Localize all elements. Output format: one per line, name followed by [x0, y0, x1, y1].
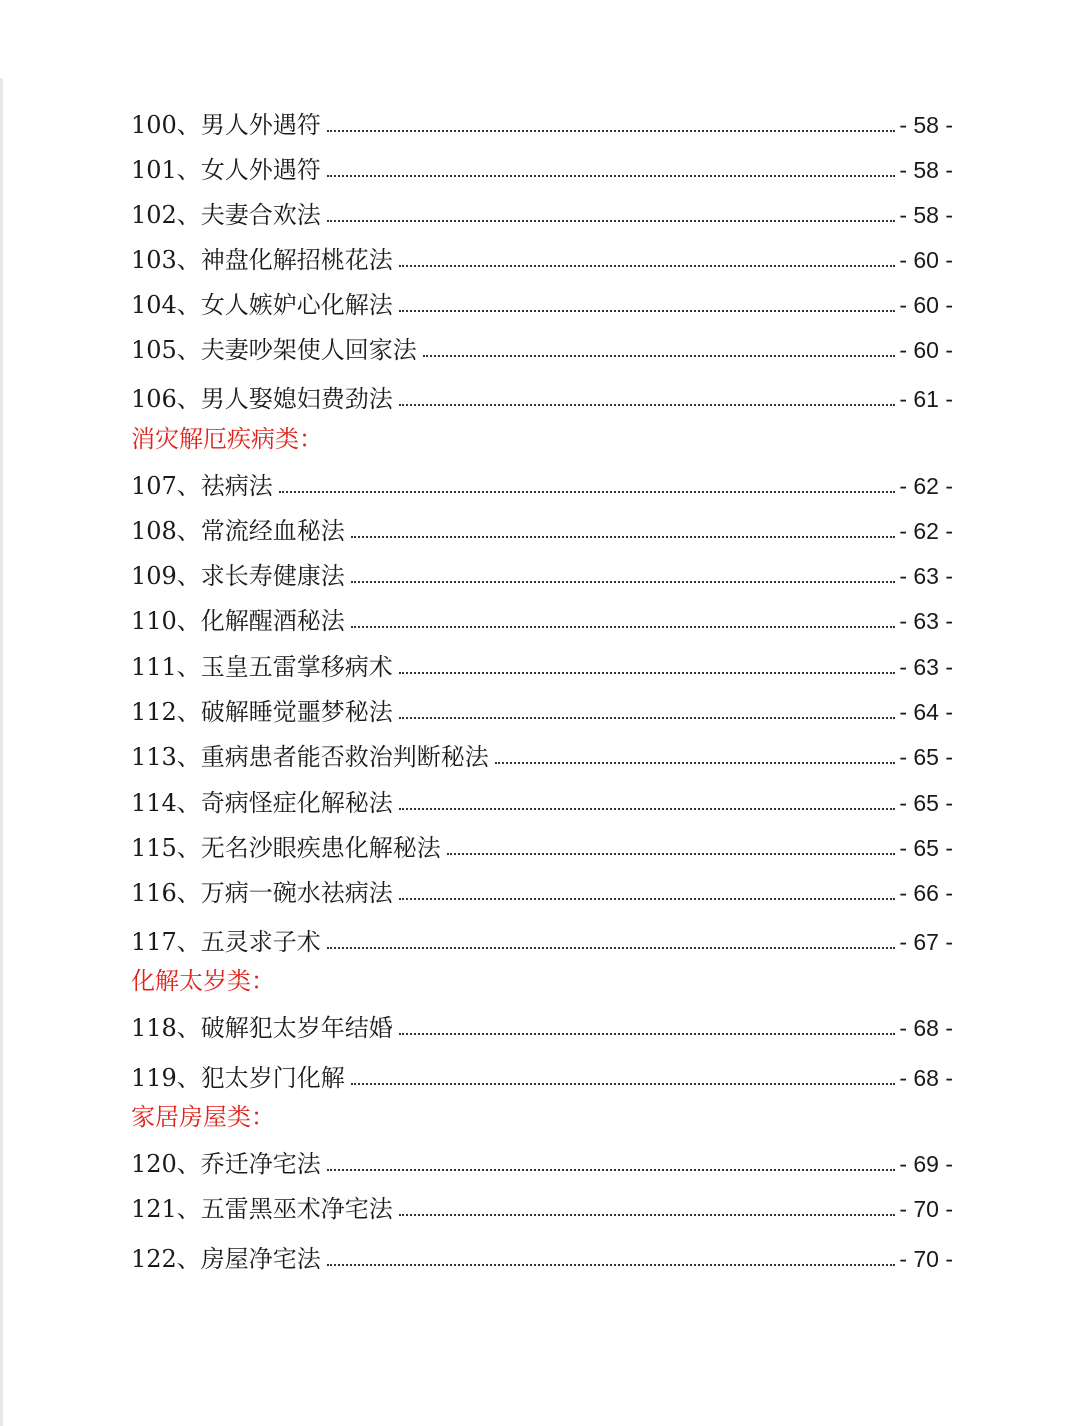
- toc-entry[interactable]: [131, 596, 953, 636]
- dot-leader: [327, 1169, 896, 1171]
- section-heading: 消灾解厄疾病类：: [131, 425, 323, 453]
- toc-entry-page: - 68 -: [899, 1065, 953, 1091]
- toc-entry-title: 119、犯太岁门化解: [131, 1064, 345, 1092]
- toc-entry-title: 107、祛病法: [131, 472, 273, 500]
- toc-entry-page: - 70 -: [899, 1196, 953, 1222]
- toc-entry[interactable]: [131, 917, 953, 957]
- page-edge-divider: [0, 78, 3, 1426]
- toc-entry[interactable]: [131, 551, 953, 591]
- toc-entry-page: - 62 -: [899, 473, 953, 499]
- dot-leader: [399, 404, 896, 406]
- dot-leader: [351, 536, 896, 538]
- toc-entry[interactable]: [131, 325, 953, 365]
- dot-leader: [327, 1264, 896, 1266]
- toc-entry-title: 117、五灵求子术: [131, 928, 321, 956]
- toc-entry-title: 115、无名沙眼疾患化解秘法: [131, 834, 441, 862]
- toc-entry-title: 105、夫妻吵架使人回家法: [131, 336, 417, 364]
- toc-entry-title: 108、常流经血秘法: [131, 517, 345, 545]
- toc-entry[interactable]: [131, 642, 953, 682]
- toc-entry[interactable]: [131, 506, 953, 546]
- toc-entry-title: 122、房屋净宅法: [131, 1245, 321, 1273]
- toc-entry-title: 113、重病患者能否救治判断秘法: [131, 743, 489, 771]
- toc-entry-page: - 60 -: [899, 337, 953, 363]
- toc-entry[interactable]: [131, 1234, 953, 1274]
- dot-leader: [399, 672, 896, 674]
- toc-entry-title: 116、万病一碗水祛病法: [131, 879, 393, 907]
- toc-entry-page: - 65 -: [899, 835, 953, 861]
- toc-entry-title: 103、神盘化解招桃花法: [131, 246, 393, 274]
- section-heading: 化解太岁类：: [131, 967, 275, 995]
- toc-entry-title: 101、女人外遇符: [131, 156, 321, 184]
- toc-entry[interactable]: [131, 235, 953, 275]
- dot-leader: [351, 581, 896, 583]
- dot-leader: [351, 626, 896, 628]
- toc-entry-page: - 60 -: [899, 247, 953, 273]
- toc-entry[interactable]: [131, 280, 953, 320]
- dot-leader: [399, 808, 896, 810]
- dot-leader: [399, 717, 896, 719]
- toc-entry-page: - 64 -: [899, 699, 953, 725]
- dot-leader: [279, 491, 896, 493]
- toc-entry[interactable]: [131, 823, 953, 863]
- toc-entry-page: - 58 -: [899, 157, 953, 183]
- toc-entry[interactable]: [131, 1003, 953, 1043]
- dot-leader: [399, 898, 896, 900]
- toc-entry-title: 120、乔迁净宅法: [131, 1150, 321, 1178]
- toc-entry-page: - 65 -: [899, 790, 953, 816]
- toc-entry-page: - 60 -: [899, 292, 953, 318]
- toc-entry-title: 102、夫妻合欢法: [131, 201, 321, 229]
- toc-entry-page: - 63 -: [899, 563, 953, 589]
- toc-entry-title: 111、玉皇五雷掌移病术: [131, 653, 393, 681]
- toc-entry-title: 121、五雷黑巫术净宅法: [131, 1195, 393, 1223]
- dot-leader: [399, 310, 896, 312]
- toc-entry-title: 106、男人娶媳妇费劲法: [131, 385, 393, 413]
- dot-leader: [447, 853, 896, 855]
- toc-entry-page: - 68 -: [899, 1015, 953, 1041]
- toc-entry[interactable]: [131, 1184, 953, 1224]
- dot-leader: [327, 175, 896, 177]
- toc-entry-page: - 70 -: [899, 1246, 953, 1272]
- toc-entry-page: - 61 -: [899, 386, 953, 412]
- toc-entry[interactable]: [131, 374, 953, 414]
- toc-entry[interactable]: [131, 190, 953, 230]
- toc-entry[interactable]: [131, 1053, 953, 1093]
- toc-entry-page: - 58 -: [899, 112, 953, 138]
- toc-entry-title: 104、女人嫉妒心化解法: [131, 291, 393, 319]
- dot-leader: [399, 1214, 896, 1216]
- dot-leader: [495, 762, 896, 764]
- toc-entry[interactable]: [131, 687, 953, 727]
- toc-entry-title: 112、破解睡觉噩梦秘法: [131, 698, 393, 726]
- toc-entry-page: - 63 -: [899, 608, 953, 634]
- toc-entry[interactable]: [131, 145, 953, 185]
- dot-leader: [399, 265, 896, 267]
- toc-entry-page: - 69 -: [899, 1151, 953, 1177]
- dot-leader: [327, 130, 896, 132]
- toc-entry-page: - 67 -: [899, 929, 953, 955]
- toc-entry-page: - 65 -: [899, 744, 953, 770]
- toc-entry-page: - 62 -: [899, 518, 953, 544]
- toc-entry[interactable]: [131, 100, 953, 140]
- dot-leader: [399, 1033, 896, 1035]
- toc-entry-title: 100、男人外遇符: [131, 111, 321, 139]
- toc-entry-page: - 66 -: [899, 880, 953, 906]
- toc-entry[interactable]: [131, 868, 953, 908]
- dot-leader: [327, 220, 896, 222]
- dot-leader: [351, 1083, 896, 1085]
- toc-entry[interactable]: [131, 732, 953, 772]
- dot-leader: [423, 355, 896, 357]
- dot-leader: [327, 947, 896, 949]
- toc-entry-page: - 58 -: [899, 202, 953, 228]
- toc-entry[interactable]: [131, 461, 953, 501]
- toc-entry[interactable]: [131, 1139, 953, 1179]
- toc-entry[interactable]: [131, 778, 953, 818]
- toc-entry-title: 109、求长寿健康法: [131, 562, 345, 590]
- toc-entry-title: 110、化解醒酒秘法: [131, 607, 345, 635]
- toc-entry-title: 114、奇病怪症化解秘法: [131, 789, 393, 817]
- toc-entry-page: - 63 -: [899, 654, 953, 680]
- toc-entry-title: 118、破解犯太岁年结婚: [131, 1014, 393, 1042]
- section-heading: 家居房屋类：: [131, 1103, 275, 1131]
